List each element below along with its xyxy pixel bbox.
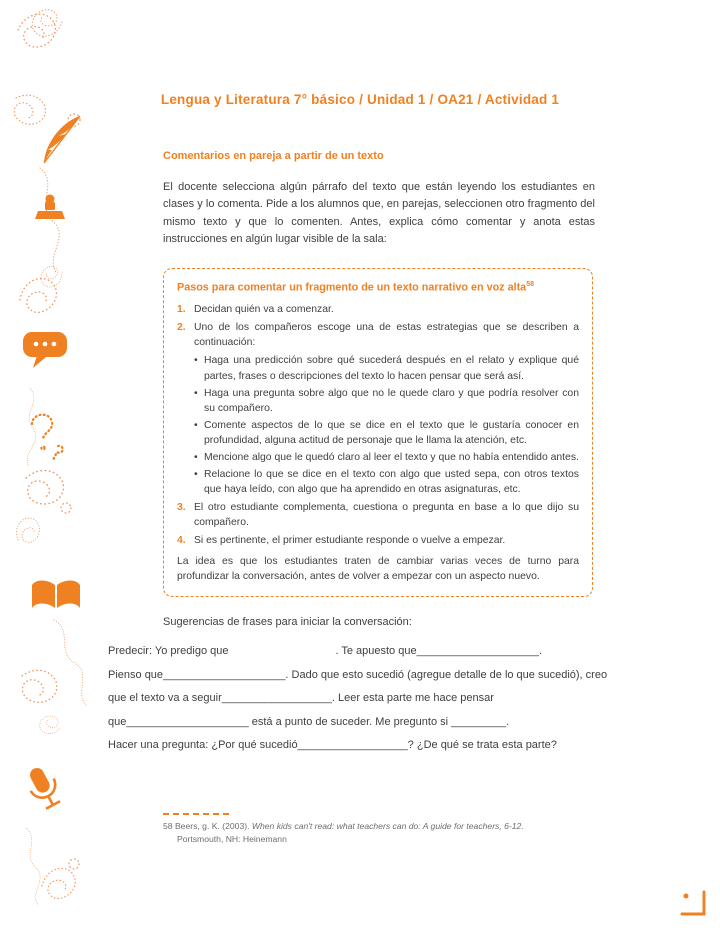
intro-paragraph: El docente selecciona algún párrafo del texto que están leyendo los estudiantes en clases y lo comenta. Pide a los alumnos que, en parejas, seleccionen otro fragmento del mismo texto y que lo comenten. Antes, explica cómo comentar y anota estas instrucciones en algún lugar visible de la sala:	[163, 181, 595, 246]
book-icon	[32, 581, 80, 609]
bullet-text: Comente aspectos de lo que se dice en el texto que le gustaría conocer en profundidad, alguna actitud de personaje que le llama la atención, etc.	[204, 419, 579, 446]
step-number: 1.	[177, 304, 186, 316]
step-number: 2.	[177, 322, 186, 334]
footnote-citation-title: When kids can't read: what teachers can do: A guide for teachers, 6-12.	[251, 821, 524, 831]
swirl-doodles	[8, 6, 89, 905]
bullet-item	[194, 386, 579, 416]
bullet-item	[194, 450, 579, 465]
bullet-item	[194, 353, 579, 383]
bullet-text: Haga una pregunta sobre algo que no le quede claro y que podría resolver con su compañero.	[204, 387, 579, 414]
bullet-text: Mencione algo que le quedó claro al leer el texto y que no había entendido antes.	[204, 451, 579, 463]
footnote-citation-publisher: Portsmouth, NH: Heinemann	[177, 834, 287, 845]
bullet-marker: •	[194, 355, 198, 367]
bullet-item	[194, 418, 579, 448]
quill-icon	[44, 116, 80, 163]
footnote-marker: 58	[163, 821, 173, 831]
suggestion-lines	[108, 640, 616, 758]
step-text: Si es pertinente, el primer estudiante responde o vuelve a empezar.	[194, 535, 506, 547]
step-1	[177, 302, 579, 317]
footnote-separator	[163, 813, 229, 815]
stamp-icon	[35, 195, 65, 220]
bullet-marker: •	[194, 387, 198, 399]
step-3	[177, 500, 579, 530]
step-number: 3.	[177, 502, 186, 514]
suggestion-line-question: Hacer una pregunta: ¿Por qué sucedió__________________? ¿De qué se trata esta parte?	[108, 739, 557, 751]
footnote	[163, 820, 633, 847]
steps-box	[163, 268, 593, 597]
suggestion-line-think: Pienso que____________________. Dado que esto sucedió (agregue detalle de lo que sucedió), creo que el texto va a seguir__________________. Leer esta parte me hace pensar que____________________ está a punto de suceder. Me pregunto si _________.	[108, 668, 608, 728]
bullet-text: Haga una predicción sobre qué sucederá después en el relato y explique qué partes, frases o descripciones del texto lo hacen pensar que será así.	[204, 355, 579, 382]
bullet-text: Relacione lo que se dice en el texto con algo que usted sepa, con otros textos que haya leído, con algo que ha aprendido en otras asignaturas, etc.	[204, 469, 579, 496]
footnote-citation-prefix: Beers, g. K. (2003).	[174, 821, 252, 831]
step-text: El otro estudiante complementa, cuestiona o pregunta en base a lo que dijo su compañero.	[194, 502, 579, 529]
step-text: Uno de los compañeros escoge una de estas estrategias que se describen a continuación:	[194, 322, 579, 349]
suggestions-label: Sugerencias de frases para iniciar la conversación:	[163, 616, 412, 628]
decorative-margin-art	[0, 0, 112, 932]
step-number: 4.	[177, 535, 186, 547]
box-title-text: Pasos para comentar un fragmento de un texto narrativo en voz alta	[177, 281, 527, 294]
step-4	[177, 533, 579, 548]
suggestion-line-predict: Predecir: Yo predigo que . Te apuesto que____________________.	[108, 645, 542, 657]
footnote-reference: 58	[526, 281, 534, 288]
step-text: Decidan quién va a comenzar.	[194, 304, 334, 316]
bullet-marker: •	[194, 419, 198, 431]
microphone-icon	[22, 763, 64, 811]
bullet-marker: •	[194, 451, 198, 463]
bullet-marker: •	[194, 469, 198, 481]
activity-title: Comentarios en pareja a partir de un texto	[163, 150, 384, 162]
box-title	[177, 280, 579, 296]
step-2	[177, 320, 579, 350]
question-mark-doodle	[32, 415, 63, 460]
speech-bubble-icon	[23, 332, 67, 368]
box-closing-note: La idea es que los estudiantes traten de cambiar varias veces de turno para profundizar la conversación, antes de volver a empezar con un aspecto nuevo.	[177, 556, 579, 583]
bullet-item	[194, 467, 579, 497]
step-2-bullets	[194, 353, 579, 497]
page-title: Lengua y Literatura 7° básico / Unidad 1 / OA21 / Actividad 1	[160, 92, 560, 107]
corner-doodle	[678, 888, 708, 918]
